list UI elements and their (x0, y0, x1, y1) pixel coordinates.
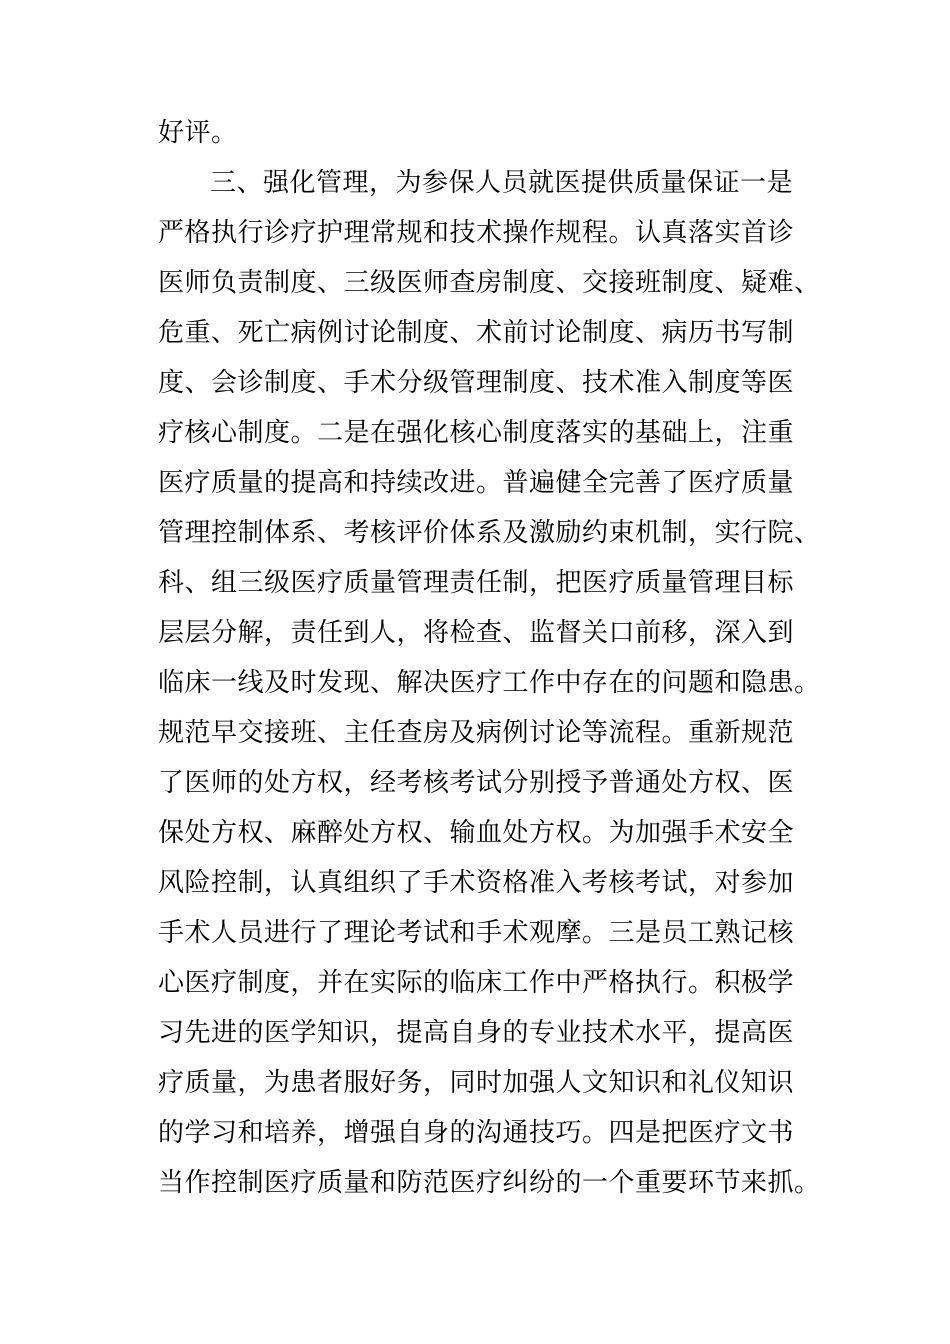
text-line: 当作控制医疗质量和防范医疗纠纷的一个重要环节来抓。 (158, 1168, 821, 1198)
text-line: 度、会诊制度、手术分级管理制度、技术准入制度等医 (158, 368, 795, 398)
text-line: 医师负责制度、三级医师查房制度、交接班制度、疑难、 (158, 268, 821, 298)
text-line: 疗核心制度。二是在强化核心制度落实的基础上，注重 (158, 418, 795, 448)
text-line: 好评。 (158, 118, 238, 148)
text-line: 危重、死亡病例讨论制度、术前讨论制度、病历书写制 (158, 318, 795, 348)
text-line: 风险控制，认真组织了手术资格准入考核考试，对参加 (158, 868, 795, 898)
text-line: 了医师的处方权，经考核考试分别授予普通处方权、医 (158, 768, 795, 798)
text-line: 严格执行诊疗护理常规和技术操作规程。认真落实首诊 (158, 218, 795, 248)
text-line: 的学习和培养，增强自身的沟通技巧。四是把医疗文书 (158, 1118, 795, 1148)
text-line: 习先进的医学知识，提高自身的专业技术水平，提高医 (158, 1018, 795, 1048)
text-line: 医疗质量的提高和持续改进。普遍健全完善了医疗质量 (158, 468, 795, 498)
text-line: 临床一线及时发现、解决医疗工作中存在的问题和隐患。 (158, 668, 821, 698)
text-line: 手术人员进行了理论考试和手术观摩。三是员工熟记核 (158, 918, 795, 948)
text-line: 规范早交接班、主任查房及病例讨论等流程。重新规范 (158, 718, 795, 748)
text-line: 保处方权、麻醉处方权、输血处方权。为加强手术安全 (158, 818, 795, 848)
text-line: 科、组三级医疗质量管理责任制，把医疗质量管理目标 (158, 568, 795, 598)
text-line: 管理控制体系、考核评价体系及激励约束机制，实行院、 (158, 518, 821, 548)
body-text (158, 108, 821, 1208)
text-line: 层层分解，责任到人，将检查、监督关口前移，深入到 (158, 618, 795, 648)
text-line: 疗质量，为患者服好务，同时加强人文知识和礼仪知识 (158, 1068, 795, 1098)
text-line: 心医疗制度，并在实际的临床工作中严格执行。积极学 (158, 968, 795, 998)
text-line-indented: 三、强化管理，为参保人员就医提供质量保证一是 (210, 168, 794, 198)
